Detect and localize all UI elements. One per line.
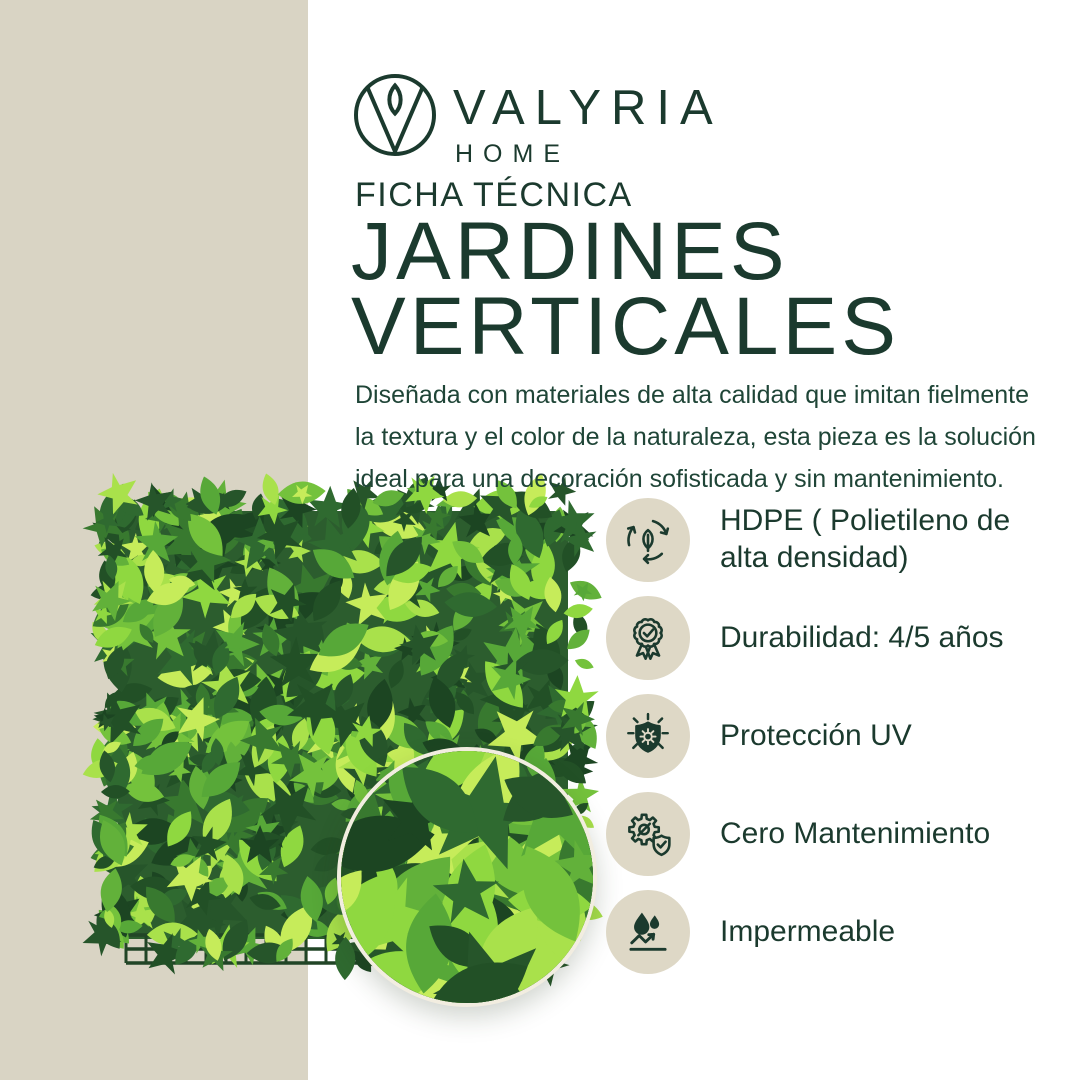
description-line: ideal para una decoración sofisticada y sin mantenimiento. [355,465,1004,493]
feature-row-hdpe [606,498,1040,582]
zoom-detail-circle [337,747,597,1007]
feature-icon-circle [606,792,690,876]
recycle-leaf-icon [621,513,675,567]
medal-check-icon [621,611,675,665]
feature-label: Protección UV [720,718,912,752]
product-description [355,374,1036,500]
description-line: Diseñada con materiales de alta calidad que imitan fielmente [355,381,1029,409]
page-title-line1: JARDINES [351,206,789,297]
feature-icon-circle [606,890,690,974]
brand-wordmark [453,72,723,169]
page-title [351,206,900,373]
gear-shield-icon [621,807,675,861]
feature-icon-circle [606,498,690,582]
feature-list [606,498,1040,988]
water-drops-icon [621,905,675,959]
foliage-closeup-image [341,751,597,1007]
feature-row-impermeable [606,890,1040,974]
page-title-line2: VERTICALES [351,281,900,373]
feature-row-cero-mantenimiento [606,792,1040,876]
feature-icon-circle [606,694,690,778]
valyria-leaf-logo-icon [352,72,438,158]
feature-label: HDPE ( Polietileno de alta densidad) [720,504,1011,574]
brand-subtitle: HOME [455,140,570,168]
feature-label: Impermeable [720,914,896,948]
feature-label: Cero Mantenimiento [720,816,991,850]
kicker-ficha-tecnica: FICHA TÉCNICA [355,176,633,214]
feature-icon-circle [606,596,690,680]
brand-name: VALYRIA [453,81,723,135]
brand-logo [352,72,723,169]
feature-row-proteccion-uv [606,694,1040,778]
feature-row-durabilidad [606,596,1040,680]
uv-shield-icon [621,709,675,763]
description-line: la textura y el color de la naturaleza, esta pieza es la solución [355,423,1036,451]
feature-label: Durabilidad: 4/5 años [720,620,1004,654]
